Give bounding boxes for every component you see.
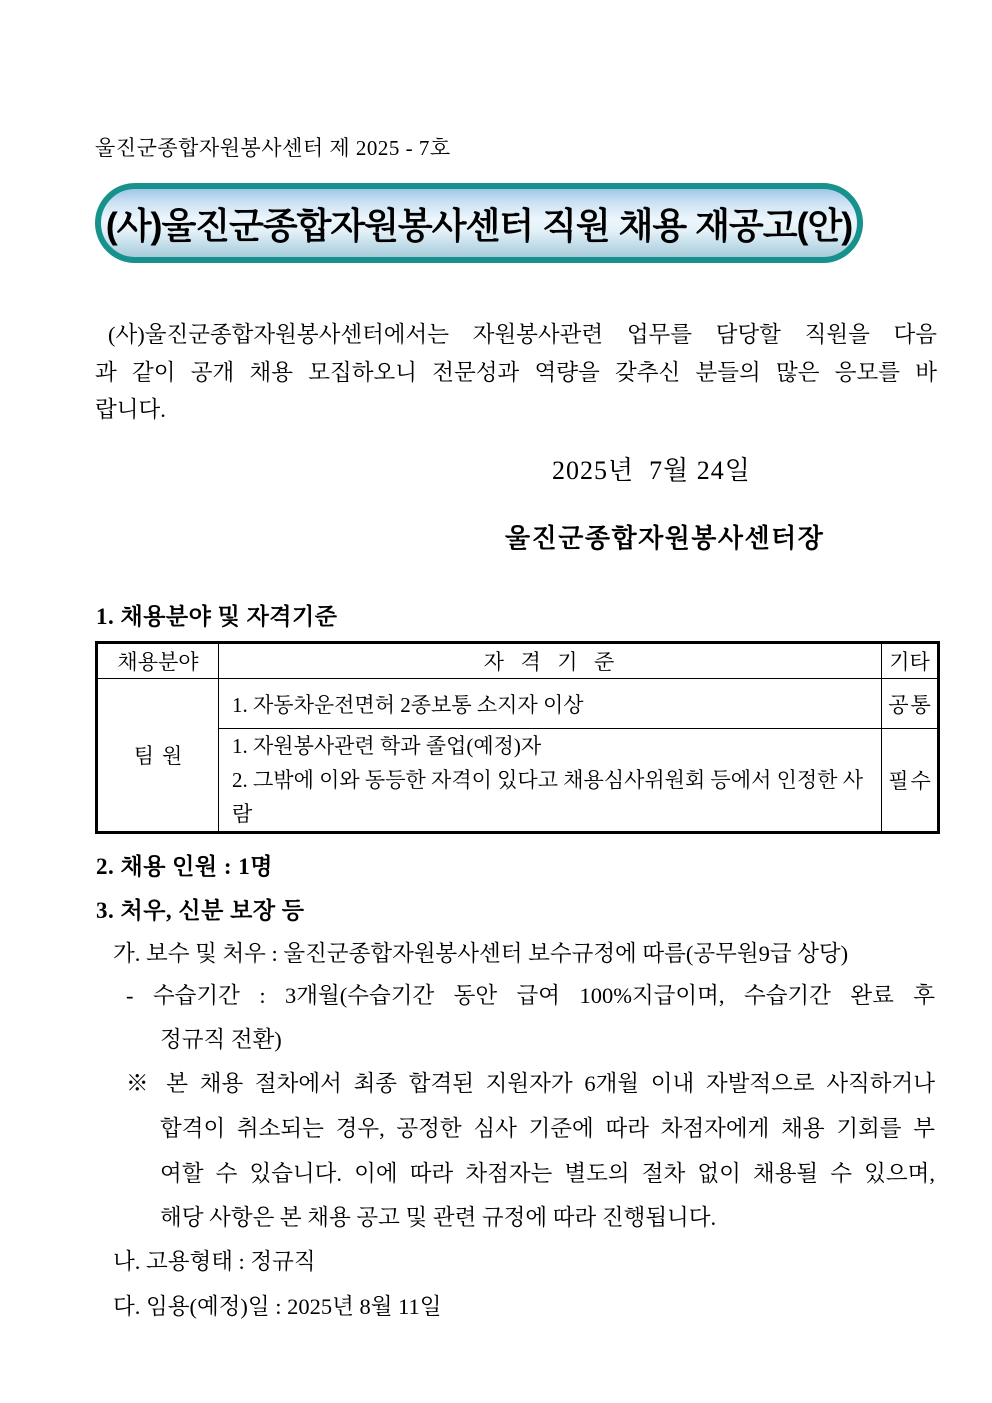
- item-pay: 가. 보수 및 처우 : 울진군종합자원봉사센터 보수규정에 따름(공무원9급 상당): [113, 941, 849, 966]
- cell-criteria-common: 1. 자동차운전면허 2종보통 소지자 이상: [219, 679, 882, 729]
- intro-line: (사)울진군종합자원봉사센터에서는 자원봉사관련 업무를 담당할 직원을 다음: [108, 322, 937, 347]
- note-line: ※ 본 채용 절차에서 최종 합격된 지원자가 6개월 이내 자발적으로 사직하거나: [126, 1071, 935, 1096]
- section3-heading: 3. 처우, 신분 보장 등: [96, 898, 305, 923]
- doc-number: 울진군종합자원봉사센터 제 2025 - 7호: [95, 136, 451, 160]
- cell-position: 팀원: [97, 679, 219, 833]
- probation-line: - 수습기간 : 3개월(수습기간 동안 급여 100%지급이며, 수습기간 완료 후: [126, 983, 935, 1008]
- note-line: 해당 사항은 본 채용 공고 및 관련 규정에 따라 진행됩니다.: [160, 1205, 717, 1230]
- table-row: [97, 729, 939, 833]
- cell-etc-required: 필수: [882, 729, 939, 833]
- item-employment-type: 나. 고용형태 : 정규직: [113, 1249, 316, 1274]
- criteria-line: 2. 그밖에 이와 동등한 자격이 있다고 채용심사위원회 등에서 인정한 사람: [232, 768, 864, 826]
- col-header-criteria: 자 격 기 준: [219, 643, 882, 679]
- col-header-field: 채용분야: [97, 643, 219, 679]
- page-title: (사)울진군종합자원봉사센터 직원 채용 재공고(안): [105, 204, 853, 246]
- intro-paragraph: [95, 316, 937, 429]
- title-banner: [95, 183, 863, 263]
- section2-heading: 2. 채용 인원 : 1명: [96, 854, 273, 879]
- section1-heading: 1. 채용분야 및 자격기준: [96, 604, 338, 629]
- cell-etc-common: 공통: [882, 679, 939, 729]
- intro-line: 랍니다.: [95, 397, 166, 422]
- signature: 울진군종합자원봉사센터장: [505, 524, 825, 553]
- item-appointment-date: 다. 임용(예정)일 : 2025년 8월 11일: [113, 1294, 442, 1319]
- cell-criteria-required: [219, 729, 882, 833]
- note-line: 여할 수 있습니다. 이에 따라 차점자는 별도의 절차 없이 채용될 수 있으며,: [160, 1161, 935, 1186]
- probation-line: 정규직 전환): [160, 1027, 282, 1052]
- qualification-table: [95, 641, 940, 834]
- note-line: 합격이 취소되는 경우, 공정한 심사 기준에 따라 차점자에게 채용 기회를 부: [160, 1116, 935, 1141]
- criteria-line: 1. 자원봉사관련 학과 졸업(예정)자: [232, 734, 542, 758]
- announcement-date: 2025년 7월 24일: [552, 456, 751, 485]
- table-row: [97, 679, 939, 729]
- intro-line: 과 같이 공개 채용 모집하오니 전문성과 역량을 갖추신 분들의 많은 응모를 바: [95, 359, 937, 385]
- table-header-row: [97, 643, 939, 679]
- col-header-etc: 기타: [882, 643, 939, 679]
